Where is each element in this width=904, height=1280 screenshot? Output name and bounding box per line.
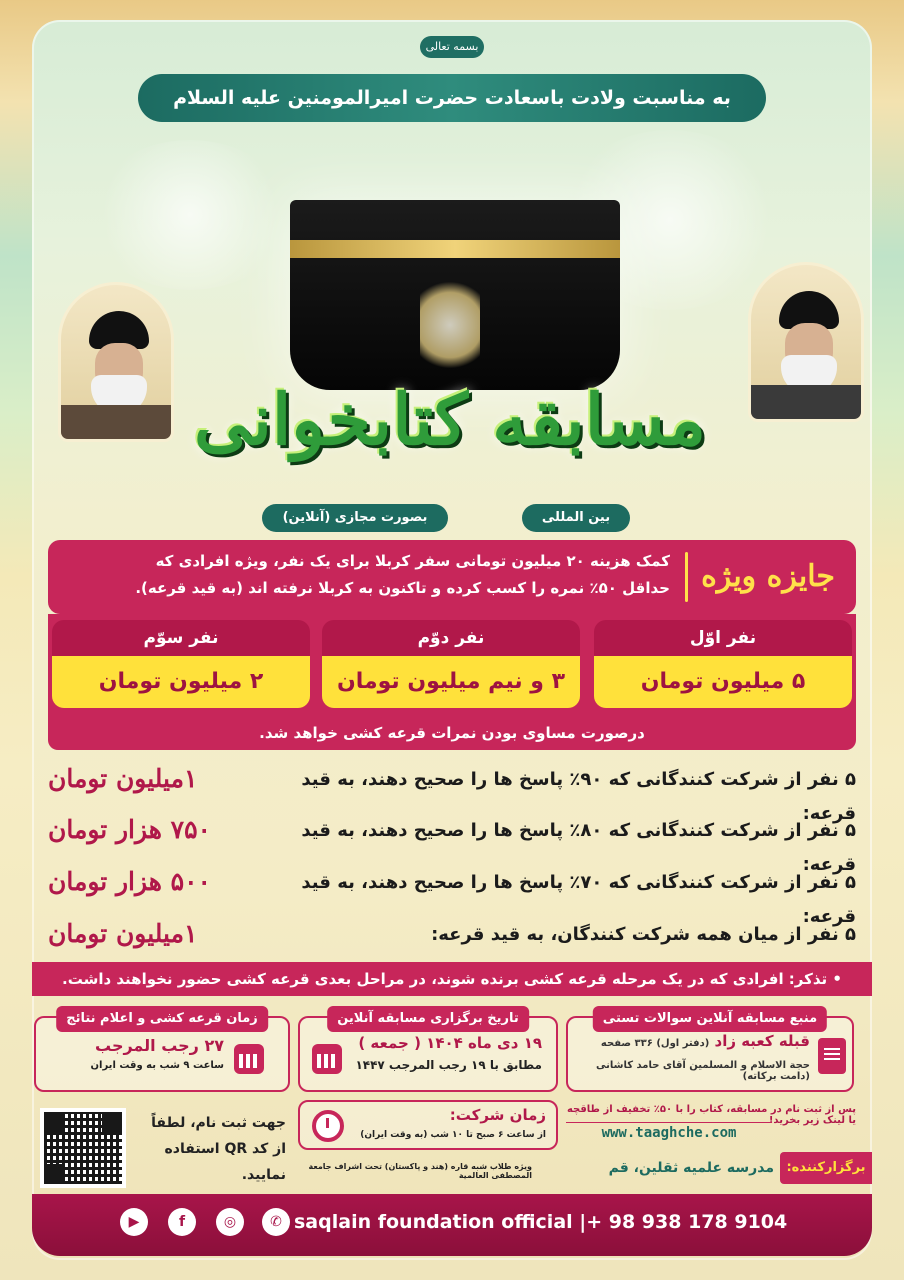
prize-amount: ۲ میلیون تومان xyxy=(52,656,310,708)
contest-date-hijri: مطابق با ۱۹ رجب المرجب ۱۴۴۷ xyxy=(355,1058,542,1072)
participation-title: زمان شرکت: xyxy=(449,1106,546,1124)
website-link[interactable]: www.taaghche.com xyxy=(566,1122,772,1141)
source-heading: منبع مسابقه آنلاین سوالات تستی xyxy=(593,1006,827,1032)
facebook-icon[interactable]: f xyxy=(168,1208,196,1236)
prize-rank: نفر اوّل xyxy=(594,620,852,656)
scope-pill: بین المللی xyxy=(522,504,630,532)
book-icon xyxy=(818,1038,846,1074)
prize-amount: ۵ میلیون تومان xyxy=(594,656,852,708)
lottery-time: ساعت ۹ شب به وقت ایران xyxy=(90,1060,224,1071)
tier-text: ۵ نفر از شرکت کنندگانی که ۸۰٪ پاسخ ها را صحیح دهند، به قید قرعه: xyxy=(301,820,856,875)
prize-second xyxy=(322,620,580,712)
prizes-section xyxy=(48,614,856,750)
book-meta: (دفتر اول) ۳۳۶ صفحه xyxy=(600,1038,710,1049)
prize-rank: نفر سوّم xyxy=(52,620,310,656)
qr-instructions xyxy=(136,1110,286,1188)
reminder-note: • تذکر: افرادی که در یک مرحله قرعه کشی برنده شوند، در مراحل بعدی قرعه کشی حضور نخواهند داشت. xyxy=(32,962,872,996)
qr-code[interactable] xyxy=(40,1108,126,1188)
organizer-note: ویژه طلاب شبه قاره (هند و پاکستان) تحت اشراف جامعة المصطفی العالمیة xyxy=(308,1162,532,1180)
tier-amount: ۷۵۰ هزار تومان xyxy=(48,815,211,844)
special-prize-text xyxy=(66,548,670,602)
kaaba-gold-band xyxy=(290,240,620,258)
organizer-label: برگزارکننده: xyxy=(780,1152,872,1184)
whatsapp-icon[interactable]: ✆ xyxy=(262,1208,290,1236)
prize-tier xyxy=(44,755,860,824)
qr-line: جهت ثبت نام، لطفاً xyxy=(151,1115,286,1131)
organizer-name: مدرسه علمیه ثقلین، قم xyxy=(608,1160,774,1176)
lottery-heading: زمان قرعه کشی و اعلام نتائج xyxy=(56,1006,268,1032)
occasion-banner: به مناسبت ولادت باسعادت حضرت امیرالمومنین علیه السلام xyxy=(138,74,766,122)
qr-pattern xyxy=(44,1112,122,1184)
lottery-box xyxy=(34,1011,290,1092)
clock-icon xyxy=(312,1110,344,1142)
robe xyxy=(751,385,864,422)
basmala: بسمه تعالی xyxy=(420,36,484,58)
kaaba-light xyxy=(420,280,480,370)
participation-time-box xyxy=(298,1100,558,1150)
contest-date: ۱۹ دی ماه ۱۴۰۴ ( جمعه ) xyxy=(358,1034,542,1052)
special-prize-label: جایزه ویژه xyxy=(701,559,835,594)
prize-tier xyxy=(44,806,860,875)
prize-first xyxy=(594,620,852,712)
discount-note: پس از ثبت نام در مسابقه، کتاب را با ۵۰٪ تخفیف از طاقچه یا لینک زیر بخرید! xyxy=(566,1104,856,1126)
book-name: قبله کعبه زاد xyxy=(714,1032,810,1050)
source-box xyxy=(566,1011,854,1092)
qr-line: از کد QR استفاده نمایید. xyxy=(164,1141,286,1183)
contact-info: saqlain foundation official |+ 98 938 178 9104 xyxy=(294,1211,788,1233)
special-prize-line: کمک هزینه ۲۰ میلیون تومانی سفر کربلا برای یک نفر، ویژه افرادی که xyxy=(155,552,670,570)
tier-amount: ۱میلیون تومان xyxy=(48,919,198,948)
tier-amount: ۵۰۰ هزار تومان xyxy=(48,867,211,896)
special-prize-banner xyxy=(48,540,856,614)
footer-bar xyxy=(32,1194,872,1256)
tie-note: درصورت مساوی بودن نمرات قرعه کشی خواهد شد. xyxy=(259,724,645,742)
calendar-icon xyxy=(234,1044,264,1074)
participation-hours: از ساعت ۶ صبح تا ۱۰ شب (به وقت ایران) xyxy=(360,1130,546,1140)
tier-text: ۵ نفر از میان همه شرکت کنندگان، به قید قرعه: xyxy=(431,924,856,945)
book-author: حجة الاسلام و المسلمین آقای حامد کاشانی (دامت برکاته) xyxy=(596,1060,810,1082)
lottery-date: ۲۷ رجب المرجب xyxy=(95,1036,224,1055)
mode-pill: بصورت مجازی (آنلاین) xyxy=(262,504,448,532)
special-prize-line: حداقل ۵۰٪ نمره را کسب کرده و تاکنون به کربلا نرفته اند (به قید قرعه). xyxy=(135,579,670,597)
calendar-icon xyxy=(312,1044,342,1074)
youtube-icon[interactable]: ▶ xyxy=(120,1208,148,1236)
instagram-icon[interactable]: ◎ xyxy=(216,1208,244,1236)
date-heading: تاریخ برگزاری مسابقه آنلاین xyxy=(327,1006,529,1032)
light-glow xyxy=(90,140,290,290)
tier-text: ۵ نفر از شرکت کنندگانی که ۹۰٪ پاسخ ها را صحیح دهند، به قید قرعه: xyxy=(301,769,856,824)
tier-amount: ۱میلیون تومان xyxy=(48,764,198,793)
prize-third xyxy=(52,620,310,712)
prize-tier xyxy=(44,910,860,960)
portrait-right xyxy=(748,262,864,422)
organizer xyxy=(544,1152,872,1184)
prize-amount: ۳ و نیم میلیون تومان xyxy=(322,656,580,708)
divider xyxy=(685,552,688,602)
prize-tier xyxy=(44,858,860,927)
tier-text: ۵ نفر از شرکت کنندگانی که ۷۰٪ پاسخ ها را صحیح دهند، به قید قرعه: xyxy=(301,872,856,927)
prize-rank: نفر دوّم xyxy=(322,620,580,656)
contest-title: مسابقه کتابخوانی xyxy=(194,378,706,461)
date-box xyxy=(298,1011,558,1092)
book-title xyxy=(590,1032,810,1050)
